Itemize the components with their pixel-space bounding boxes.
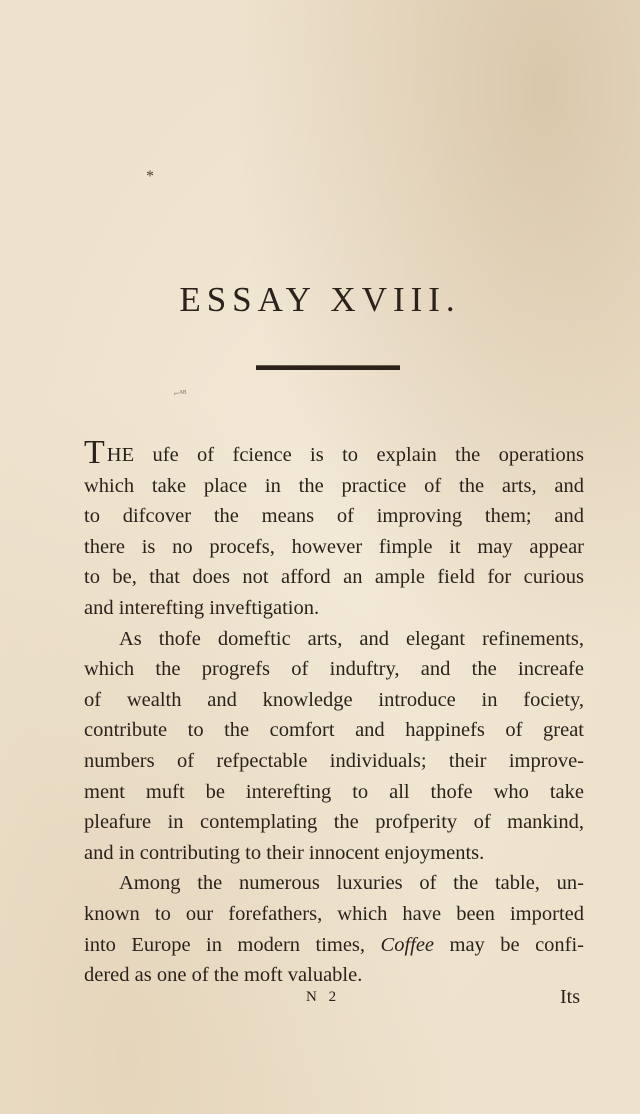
paragraph-1: [84, 434, 584, 624]
text-line: which the progrefs of induftry, and the increafe: [84, 658, 584, 681]
text-line-with-emphasis: [84, 930, 584, 961]
text-line: and in contributing to their innocent enjoyments.: [84, 841, 485, 864]
text-line: HE ufe of fcience is to explain the operations: [106, 444, 584, 466]
paragraph-3: [84, 868, 584, 990]
title-rule: [256, 365, 400, 370]
text-line: of wealth and knowledge introduce in fociety,: [84, 688, 584, 711]
text-line: As thofe domeftic arts, and elegant refinements,: [119, 627, 584, 650]
text-line: to difcover the means of improving them; and: [84, 505, 584, 528]
text-line: there is no procefs, however fimple it may appear: [84, 535, 584, 558]
drop-cap: T: [84, 434, 105, 471]
text-line: contribute to the comfort and happinefs of great: [84, 719, 584, 742]
text-fragment: may be confi-: [449, 933, 585, 956]
paragraph-2: [84, 624, 584, 869]
text-line: known to our forefathers, which have been imported: [84, 902, 584, 925]
essay-title: ESSAY XVIII.: [179, 280, 461, 319]
text-line: numbers of refpectable individuals; their improve-: [84, 749, 584, 772]
text-fragment: into Europe in modern times,: [84, 933, 366, 956]
small-mark: ⌐ᴬᴮ: [174, 388, 187, 398]
text-line: Among the numerous luxuries of the table, un-: [119, 872, 584, 895]
text-line: ment muft be interefting to all thofe who take: [84, 780, 584, 803]
essay-text: [84, 434, 585, 991]
text-line: pleafure in contemplating the profperity of mankind,: [84, 811, 584, 834]
text-line: to be, that does not afford an ample field for curious: [84, 566, 584, 589]
signature-mark: N 2: [306, 989, 341, 1005]
text-line: which take place in the practice of the arts, and: [84, 474, 584, 497]
text-line: and interefting inveftigation.: [84, 596, 320, 619]
ornament-mark: *: [146, 168, 154, 185]
emphasis-coffee: Coffee: [380, 933, 435, 956]
text-line: dered as one of the moft valuable.: [84, 964, 363, 987]
catchword: Its: [560, 986, 580, 1008]
